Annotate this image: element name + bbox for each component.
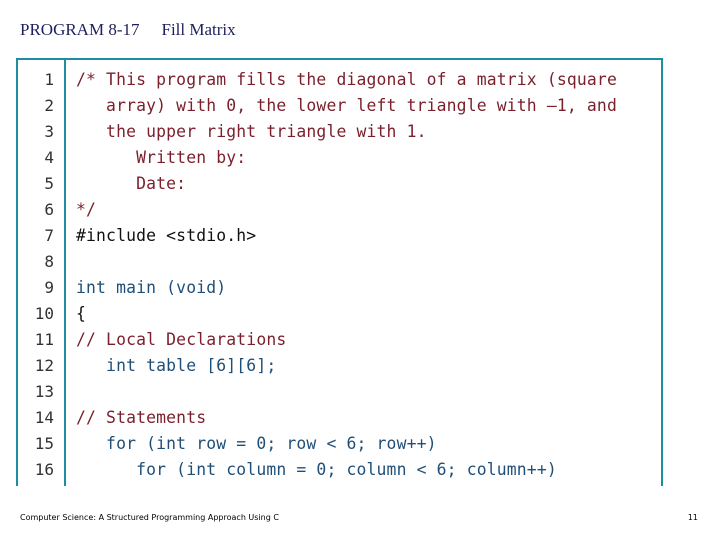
line-number: 16 bbox=[34, 460, 54, 479]
code-line: for (int column = 0; column < 6; column++) bbox=[76, 460, 557, 479]
code-line: #include <stdio.h> bbox=[76, 226, 257, 245]
line-number-gutter bbox=[18, 60, 66, 486]
line-number: 5 bbox=[44, 174, 54, 193]
line-number: 2 bbox=[44, 96, 54, 115]
code-line: // Local Declarations bbox=[76, 330, 287, 349]
line-number: 13 bbox=[34, 382, 54, 401]
code-line: int main (void) bbox=[76, 278, 227, 297]
code-listing-panel bbox=[16, 58, 663, 486]
line-number: 6 bbox=[44, 200, 54, 219]
code-line: the upper right triangle with 1. bbox=[76, 122, 427, 141]
code-line: { bbox=[76, 304, 87, 323]
line-number: 4 bbox=[44, 148, 54, 167]
line-number: 3 bbox=[44, 122, 54, 141]
slide-header bbox=[20, 17, 236, 43]
code-line: */ bbox=[76, 200, 97, 219]
footer-book-title: Computer Science: A Structured Programming Approach Using C bbox=[20, 513, 279, 522]
line-number: 8 bbox=[44, 252, 54, 271]
line-number: 9 bbox=[44, 278, 54, 297]
code-line: for (int row = 0; row < 6; row++) bbox=[76, 434, 437, 453]
code-line: Written by: bbox=[76, 148, 247, 167]
code-line: /* This program fills the diagonal of a matrix (square bbox=[76, 70, 617, 89]
line-number: 15 bbox=[34, 434, 54, 453]
line-number: 1 bbox=[44, 70, 54, 89]
footer-page-number: 11 bbox=[687, 513, 698, 522]
line-number: 12 bbox=[34, 356, 54, 375]
line-number: 10 bbox=[34, 304, 54, 323]
code-line: array) with 0, the lower left triangle with –1, and bbox=[76, 96, 617, 115]
program-title: Fill Matrix bbox=[161, 20, 236, 39]
code-line: Date: bbox=[76, 174, 187, 193]
code-line: int table [6][6]; bbox=[76, 356, 277, 375]
code-line: // Statements bbox=[76, 408, 207, 427]
line-number: 11 bbox=[34, 330, 54, 349]
program-number: PROGRAM 8-17 bbox=[20, 20, 140, 39]
line-number: 7 bbox=[44, 226, 54, 245]
line-number: 14 bbox=[34, 408, 54, 427]
